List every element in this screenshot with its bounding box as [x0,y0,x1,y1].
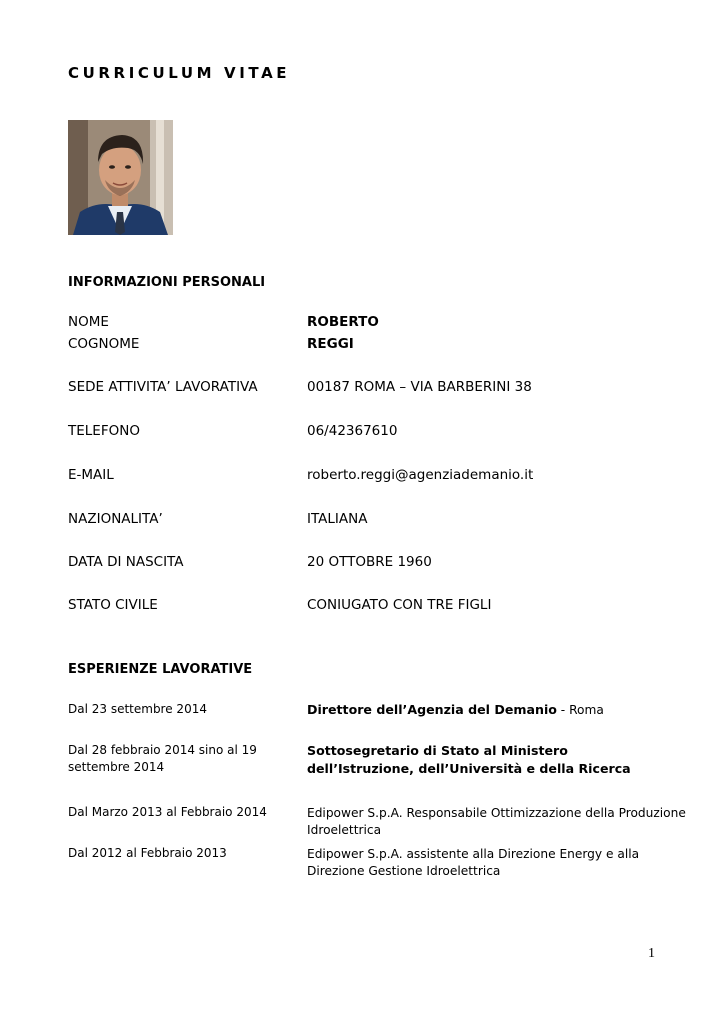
experience-role [307,804,687,839]
sede-label: SEDE ATTIVITA’ LAVORATIVA [68,379,258,395]
experience-role-detail: - Roma [556,703,604,717]
experience-date: Dal 28 febbraio 2014 sino al 19 settembre 2014 [68,743,257,774]
portrait-photo-icon [68,120,173,235]
telefono-label: TELEFONO [68,423,140,439]
nazionalita-value: ITALIANA [307,511,368,527]
experience-date: Dal 2012 al Febbraio 2013 [68,846,227,860]
section-heading-experience: ESPERIENZE LAVORATIVE [68,662,253,677]
cognome-label: COGNOME [68,336,140,352]
nome-value: ROBERTO [307,314,379,330]
section-heading-personal: INFORMAZIONI PERSONALI [68,275,266,290]
stato-civile-value: CONIUGATO CON TRE FIGLI [307,597,492,613]
sede-value: 00187 ROMA – VIA BARBERINI 38 [307,379,532,395]
nascita-label: DATA DI NASCITA [68,554,184,570]
experience-role-title: Sottosegretario di Stato al Ministero dell’Istruzione, dell’Università e della Ricerca [307,743,631,776]
experience-role [307,701,687,719]
experience-role [307,742,677,778]
page-number: 1 [648,946,655,961]
experience-role-detail: Edipower S.p.A. Responsabile Ottimizzazione della Produzione Idroelettrica [307,806,686,837]
experience-date: Dal 23 settembre 2014 [68,702,207,716]
nome-label: NOME [68,314,109,330]
portrait-photo [68,120,173,235]
experience-date: Dal Marzo 2013 al Febbraio 2014 [68,805,267,819]
cognome-value: REGGI [307,336,354,352]
nazionalita-label: NAZIONALITA’ [68,511,163,527]
experience-role-title: Direttore dell’Agenzia del Demanio [307,702,557,717]
email-label: E-MAIL [68,467,114,483]
experience-role [307,845,647,880]
experience-role-detail: Edipower S.p.A. assistente alla Direzione Energy e alla Direzione Gestione Idroelettrica [307,847,640,878]
email-value: roberto.reggi@agenziademanio.it [307,467,534,483]
telefono-value: 06/42367610 [307,423,398,439]
document-title: CURRICULUM VITAE [68,64,291,82]
nascita-value: 20 OTTOBRE 1960 [307,554,432,570]
stato-civile-label: STATO CIVILE [68,597,158,613]
